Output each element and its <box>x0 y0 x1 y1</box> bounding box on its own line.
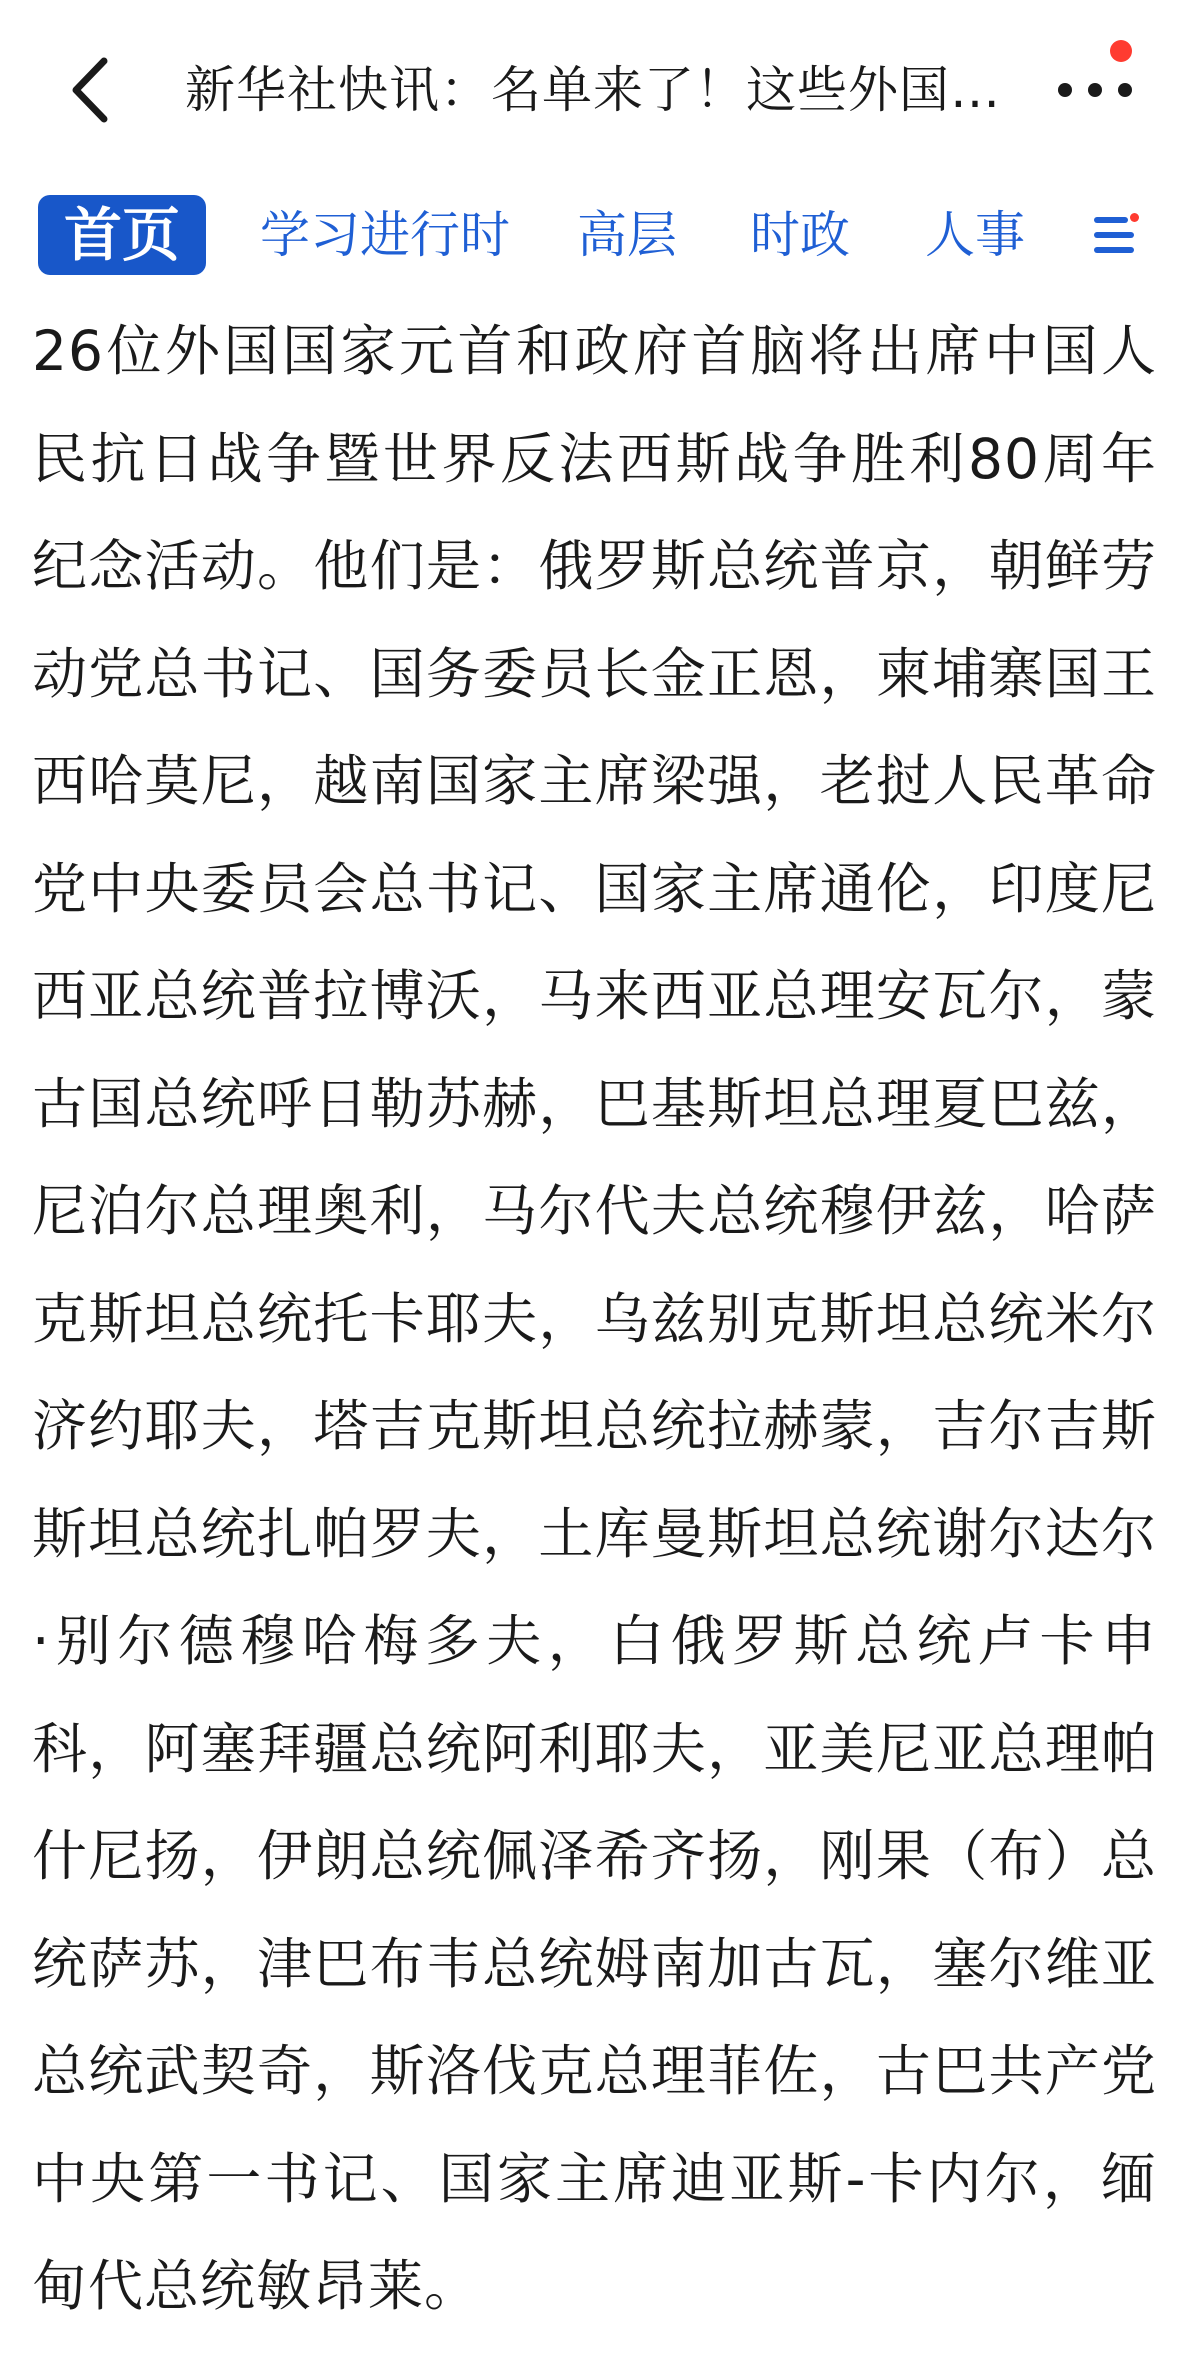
tab-leadership[interactable]: 高层 <box>577 206 677 264</box>
article-title: 新华社快讯：名单来了！这些外国… <box>185 61 1001 119</box>
channel-tabs <box>0 195 1179 285</box>
more-button[interactable] <box>1050 50 1140 130</box>
back-button[interactable] <box>50 50 130 130</box>
menu-icon[interactable] <box>1090 207 1146 263</box>
chevron-left-icon <box>68 57 112 123</box>
tab-home[interactable]: 首页 <box>38 195 206 275</box>
top-bar <box>0 0 1179 180</box>
tab-politics[interactable]: 时政 <box>750 206 850 264</box>
notification-dot <box>1110 40 1132 62</box>
article-body: 26位外国国家元首和政府首脑将出席中国人民抗日战争暨世界反法西斯战争胜利80周年纪念活动。他们是：俄罗斯总统普京，朝鲜劳动党总书记、国务委员长金正恩，柬埔寨国王西哈莫尼，越南国家主席梁强，老挝人民革命党中央委员会总书记、国家主席通伦，印度尼西亚总统普拉博沃，马来西亚总理安瓦尔，蒙古国总统呼日勒苏赫，巴基斯坦总理夏巴兹，尼泊尔总理奥利，马尔代夫总统穆伊兹，哈萨克斯坦总统托卡耶夫，乌兹别克斯坦总统米尔济约耶夫，塔吉克斯坦总统拉赫蒙，吉尔吉斯斯坦总统扎帕罗夫，土库曼斯坦总统谢尔达尔·别尔德穆哈梅多夫，白俄罗斯总统卢卡申科，阿塞拜疆总统阿利耶夫，亚美尼亚总理帕什尼扬，伊朗总统佩泽希齐扬，刚果（布）总统萨苏，津巴布韦总统姆南加古瓦，塞尔维亚总统武契奇，斯洛伐克总理菲佐，古巴共产党中央第一书记、国家主席迪亚斯-卡内尔，缅甸代总统敏昂莱。 <box>32 319 1157 2318</box>
ellipsis-icon <box>1055 80 1135 100</box>
tab-study[interactable]: 学习进行时 <box>260 206 510 264</box>
tab-personnel[interactable]: 人事 <box>925 206 1025 264</box>
